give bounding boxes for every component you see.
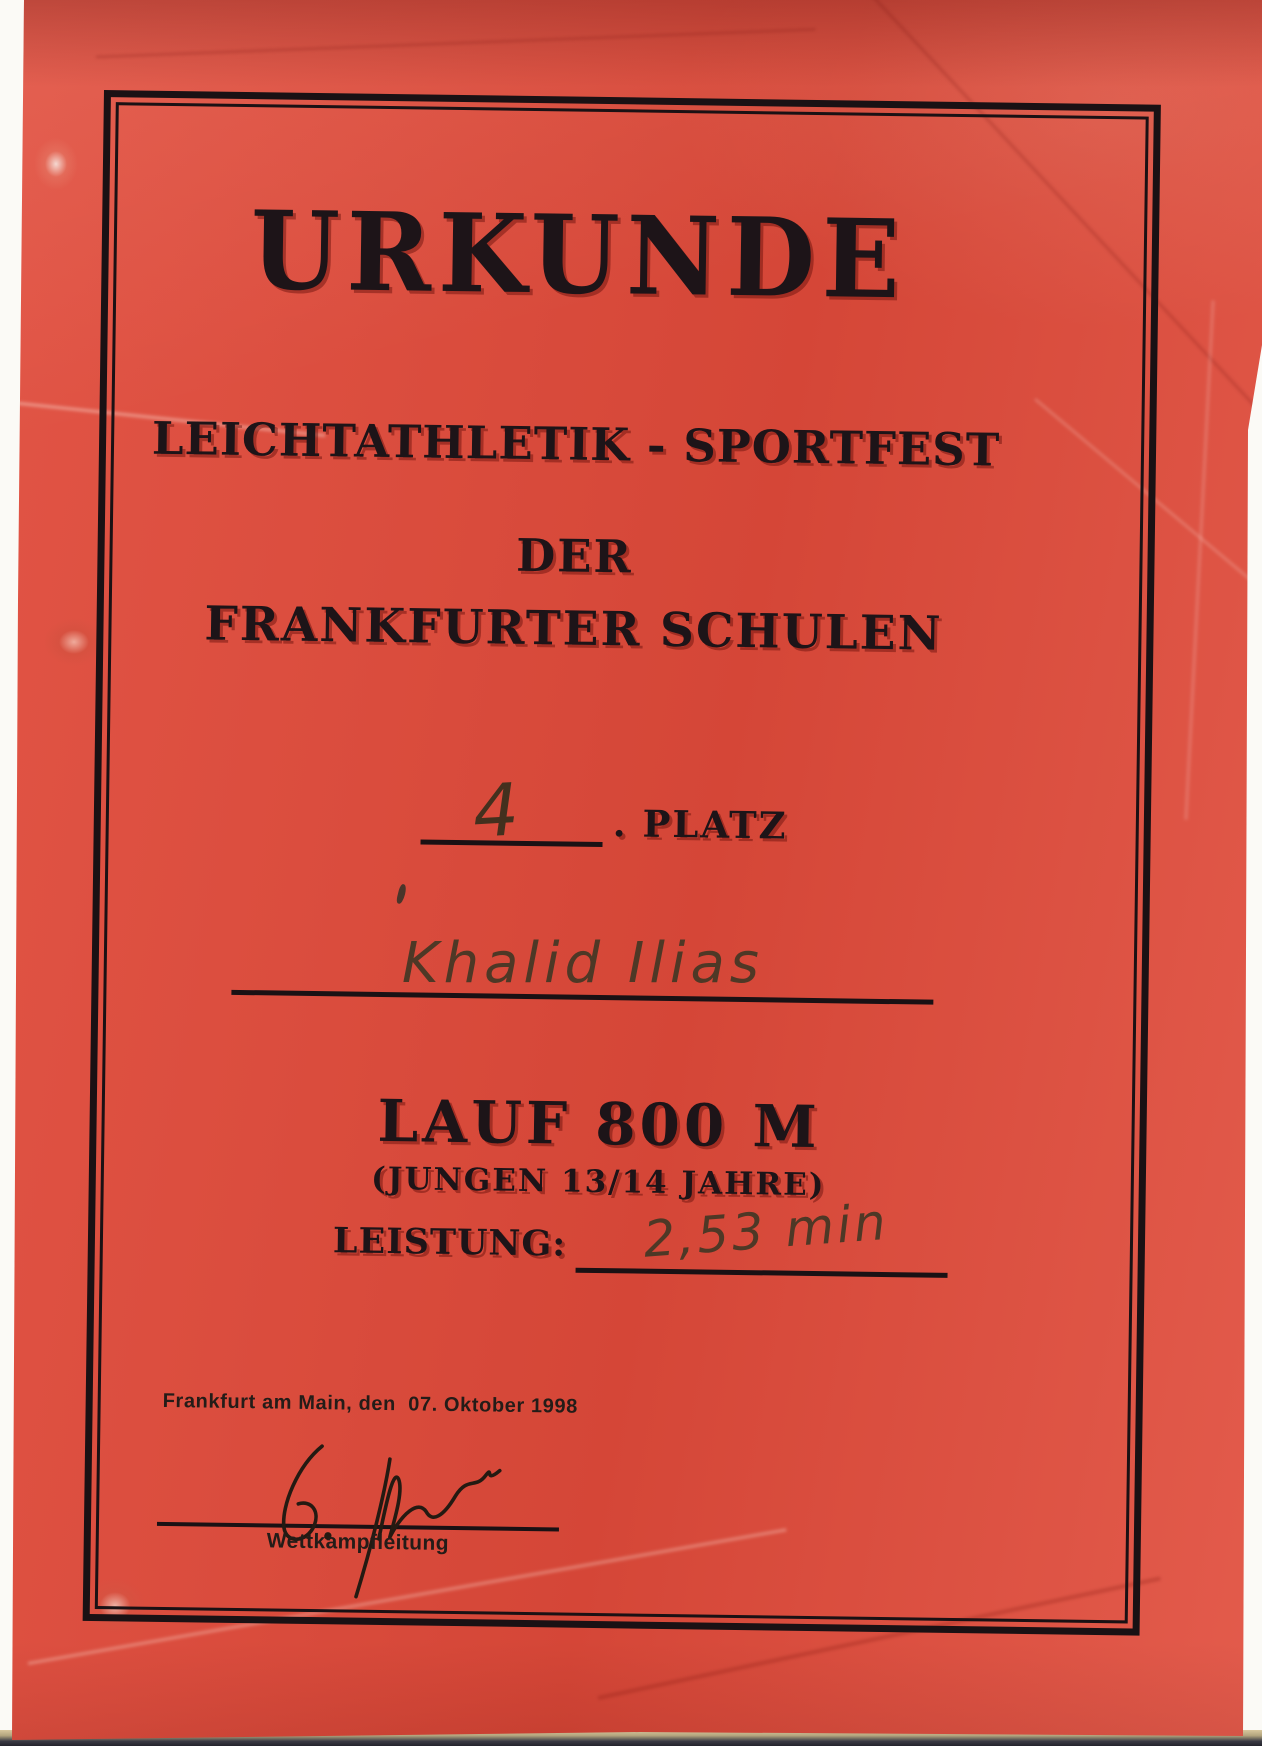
result-value-handwritten: 2,53 min bbox=[641, 1192, 891, 1269]
result-row bbox=[332, 1192, 949, 1278]
signature-scribble bbox=[220, 1429, 532, 1613]
recipient-name-handwritten: Khalid Ilias bbox=[401, 930, 764, 996]
paper-crease bbox=[1184, 300, 1214, 819]
paper-hole-mark bbox=[44, 618, 104, 666]
signature-caption: Wettkampfleitung bbox=[266, 1529, 450, 1555]
paper-crease bbox=[96, 28, 816, 58]
discipline-line: LAUF 800 M bbox=[377, 1086, 822, 1162]
placement-underline bbox=[420, 767, 603, 854]
result-label: LEISTUNG: bbox=[332, 1220, 567, 1265]
certificate-border-frame bbox=[83, 90, 1161, 1636]
certificate-title: URKUNDE bbox=[249, 187, 908, 324]
recipient-name-underline bbox=[231, 932, 934, 1005]
event-organizer-line: FRANKFURTER SCHULEN bbox=[204, 596, 943, 662]
paper-tear-mark bbox=[34, 138, 78, 190]
place-and-date-line: Frankfurt am Main, den 07. Oktober 1998 bbox=[162, 1389, 579, 1418]
event-name-line: LEICHTATHLETIK - SPORTFEST bbox=[151, 411, 1001, 477]
event-der-line: DER bbox=[515, 528, 634, 584]
result-underline bbox=[576, 1192, 949, 1278]
placement-value-handwritten: 4 bbox=[470, 767, 522, 854]
placement-label: . PLATZ bbox=[612, 801, 788, 848]
placement-row bbox=[420, 767, 788, 854]
age-group-line: (JUNGEN 13/14 JAHRE) bbox=[370, 1160, 826, 1204]
